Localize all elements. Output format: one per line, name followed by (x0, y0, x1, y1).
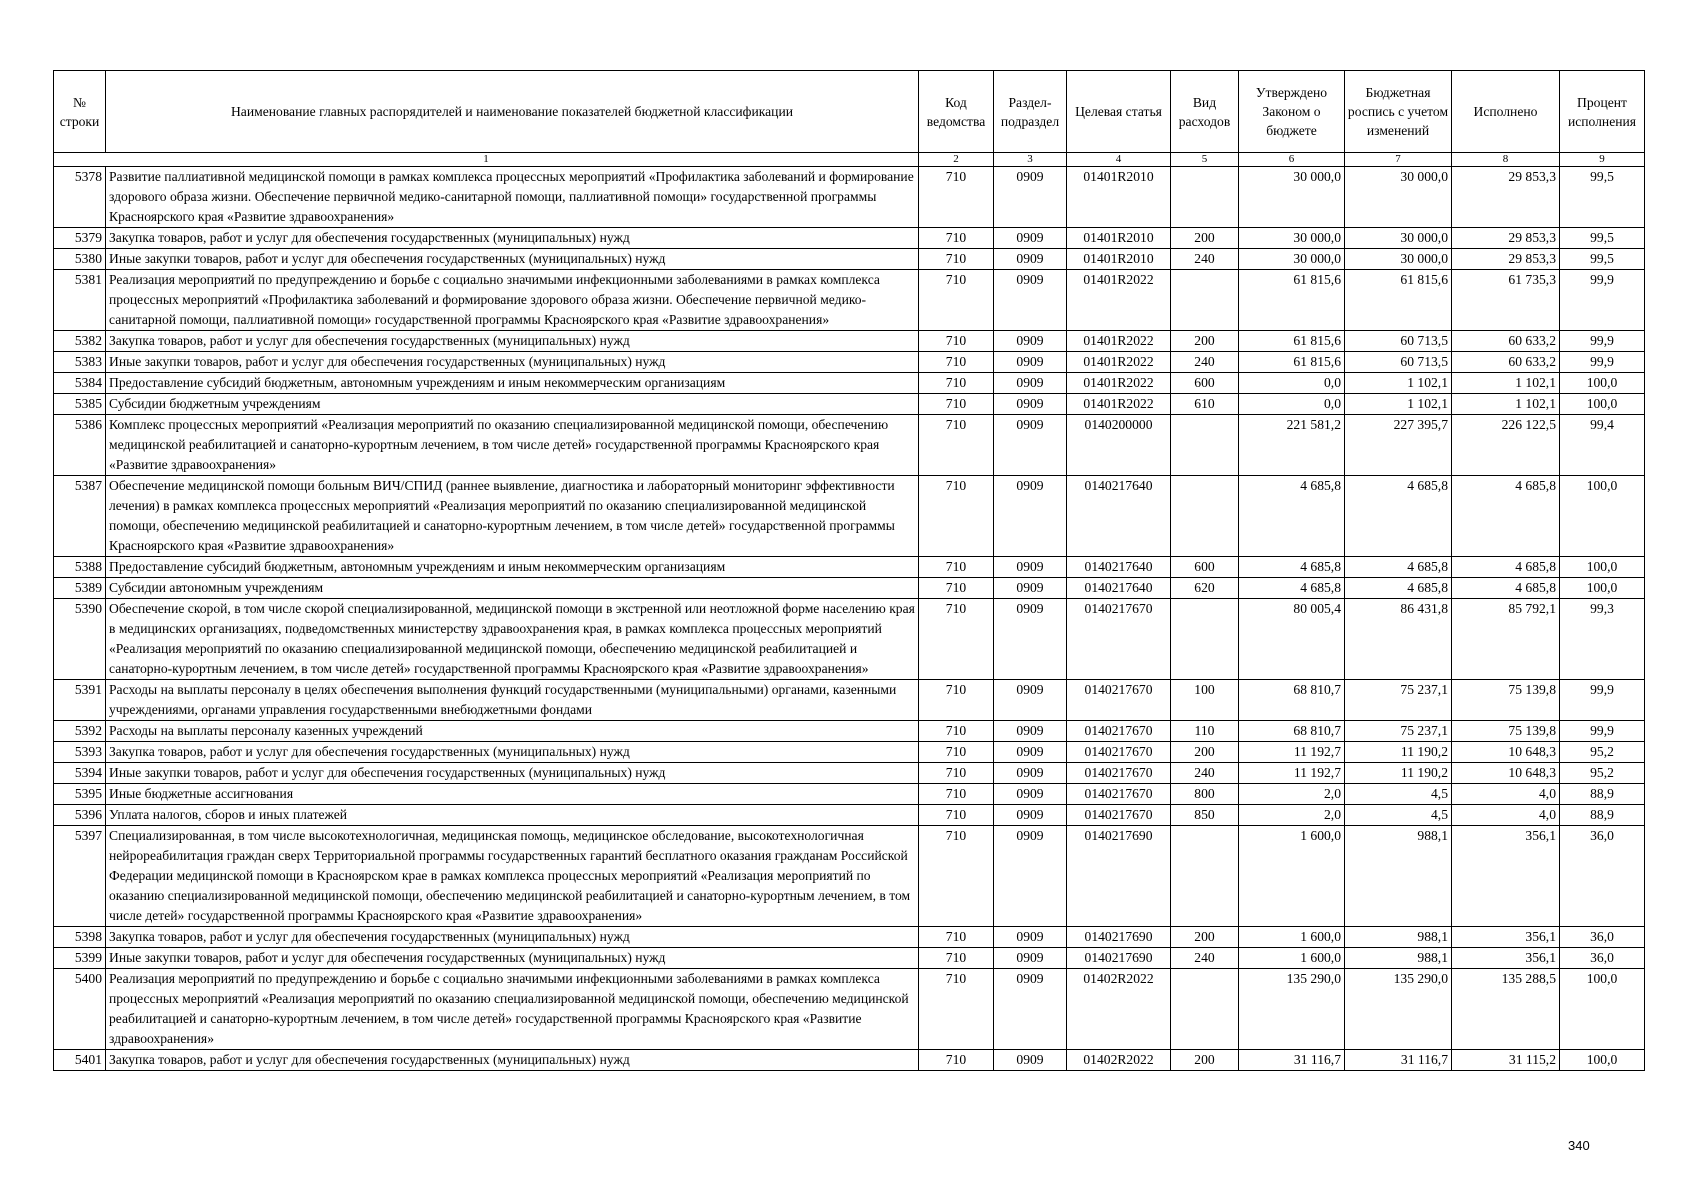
table-row (54, 927, 1645, 948)
row-section: 0909 (994, 476, 1067, 557)
row-target-article: 0140217670 (1067, 742, 1171, 763)
row-percent: 99,4 (1560, 415, 1645, 476)
row-approved: 4 685,8 (1239, 476, 1345, 557)
row-expense-type (1171, 167, 1239, 228)
row-expense-type (1171, 969, 1239, 1050)
row-department-code: 710 (919, 476, 994, 557)
row-executed: 60 633,2 (1452, 331, 1560, 352)
row-expense-type (1171, 415, 1239, 476)
table-row (54, 721, 1645, 742)
row-expense-type: 200 (1171, 742, 1239, 763)
row-budget-schedule: 988,1 (1345, 948, 1452, 969)
row-target-article: 0140217670 (1067, 721, 1171, 742)
table-row (54, 742, 1645, 763)
row-budget-schedule: 11 190,2 (1345, 742, 1452, 763)
row-executed: 356,1 (1452, 927, 1560, 948)
row-budget-schedule: 4 685,8 (1345, 476, 1452, 557)
row-executed: 356,1 (1452, 826, 1560, 927)
table-row (54, 805, 1645, 826)
row-budget-schedule: 1 102,1 (1345, 394, 1452, 415)
row-target-article: 0140217640 (1067, 557, 1171, 578)
row-executed: 1 102,1 (1452, 373, 1560, 394)
row-expense-type: 200 (1171, 927, 1239, 948)
row-expense-type (1171, 826, 1239, 927)
row-target-article: 01402R2022 (1067, 1050, 1171, 1071)
row-number: 5387 (54, 476, 106, 557)
row-approved: 61 815,6 (1239, 352, 1345, 373)
row-section: 0909 (994, 1050, 1067, 1071)
row-budget-schedule: 60 713,5 (1345, 331, 1452, 352)
header-executed: Исполнено (1452, 71, 1560, 153)
row-expense-type: 620 (1171, 578, 1239, 599)
row-target-article: 0140217640 (1067, 476, 1171, 557)
row-name: Расходы на выплаты персоналу в целях обеспечения выполнения функций государственными (муниципальными) органами, казенными учреждениями, органами управления государственными внебюджетными фондами (106, 680, 919, 721)
row-section: 0909 (994, 228, 1067, 249)
row-percent: 100,0 (1560, 557, 1645, 578)
row-section: 0909 (994, 394, 1067, 415)
row-budget-schedule: 988,1 (1345, 927, 1452, 948)
row-budget-schedule: 30 000,0 (1345, 167, 1452, 228)
table-row (54, 948, 1645, 969)
row-name: Обеспечение скорой, в том числе скорой специализированной, медицинской помощи в экстренной или неотложной форме населению края в медицинских организациях, подведомственных министерству здравоохранения края, в рамках комплекса процессных мероприятий «Реализация мероприятий по оказанию специализированной медицинской помощи, обеспечению медицинской реабилитацией и санаторно-курортным лечением, в том числе детей» государственной программы Красноярского края «Развитие здравоохранения» (106, 599, 919, 680)
row-number: 5383 (54, 352, 106, 373)
row-executed: 75 139,8 (1452, 680, 1560, 721)
row-section: 0909 (994, 415, 1067, 476)
row-section: 0909 (994, 784, 1067, 805)
row-budget-schedule: 75 237,1 (1345, 680, 1452, 721)
row-section: 0909 (994, 805, 1067, 826)
row-target-article: 01401R2010 (1067, 249, 1171, 270)
row-target-article: 01402R2022 (1067, 969, 1171, 1050)
row-percent: 99,5 (1560, 228, 1645, 249)
table-row (54, 476, 1645, 557)
row-budget-schedule: 30 000,0 (1345, 249, 1452, 270)
row-target-article: 01401R2022 (1067, 331, 1171, 352)
row-target-article: 0140217640 (1067, 578, 1171, 599)
row-approved: 30 000,0 (1239, 167, 1345, 228)
row-approved: 11 192,7 (1239, 763, 1345, 784)
column-number: 5 (1171, 153, 1239, 167)
row-approved: 2,0 (1239, 784, 1345, 805)
table-row (54, 352, 1645, 373)
row-percent: 99,9 (1560, 352, 1645, 373)
row-approved: 135 290,0 (1239, 969, 1345, 1050)
row-department-code: 710 (919, 784, 994, 805)
row-department-code: 710 (919, 680, 994, 721)
row-percent: 100,0 (1560, 394, 1645, 415)
row-department-code: 710 (919, 167, 994, 228)
row-number: 5401 (54, 1050, 106, 1071)
row-approved: 0,0 (1239, 373, 1345, 394)
row-percent: 36,0 (1560, 927, 1645, 948)
row-expense-type: 600 (1171, 557, 1239, 578)
row-target-article: 0140200000 (1067, 415, 1171, 476)
row-name: Реализация мероприятий по предупреждению и борьбе с социально значимыми инфекционными заболеваниями в рамках комплекса процессных мероприятий «Реализация мероприятий по оказанию специализированной медицинской помощи, обеспечению медицинской реабилитацией и санаторно-курортным лечением, в том числе детей» государственной программы Красноярского края «Развитие здравоохранения» (106, 969, 919, 1050)
table-row (54, 826, 1645, 927)
row-executed: 10 648,3 (1452, 763, 1560, 784)
row-department-code: 710 (919, 599, 994, 680)
row-name: Предоставление субсидий бюджетным, автономным учреждениям и иным некоммерческим организациям (106, 557, 919, 578)
row-approved: 221 581,2 (1239, 415, 1345, 476)
row-target-article: 0140217670 (1067, 805, 1171, 826)
row-target-article: 01401R2022 (1067, 394, 1171, 415)
row-department-code: 710 (919, 742, 994, 763)
row-approved: 68 810,7 (1239, 680, 1345, 721)
row-approved: 1 600,0 (1239, 927, 1345, 948)
row-department-code: 710 (919, 578, 994, 599)
column-number: 7 (1345, 153, 1452, 167)
row-name: Закупка товаров, работ и услуг для обеспечения государственных (муниципальных) нужд (106, 228, 919, 249)
row-department-code: 710 (919, 1050, 994, 1071)
row-executed: 29 853,3 (1452, 228, 1560, 249)
header-target-article: Целевая статья (1067, 71, 1171, 153)
row-name: Субсидии автономным учреждениям (106, 578, 919, 599)
row-name: Иные закупки товаров, работ и услуг для обеспечения государственных (муниципальных) нужд (106, 249, 919, 270)
row-budget-schedule: 75 237,1 (1345, 721, 1452, 742)
row-number: 5390 (54, 599, 106, 680)
row-executed: 31 115,2 (1452, 1050, 1560, 1071)
row-expense-type: 240 (1171, 249, 1239, 270)
row-budget-schedule: 988,1 (1345, 826, 1452, 927)
row-department-code: 710 (919, 228, 994, 249)
row-section: 0909 (994, 331, 1067, 352)
row-department-code: 710 (919, 270, 994, 331)
row-number: 5379 (54, 228, 106, 249)
row-name: Иные бюджетные ассигнования (106, 784, 919, 805)
row-section: 0909 (994, 557, 1067, 578)
table-row (54, 228, 1645, 249)
row-approved: 30 000,0 (1239, 228, 1345, 249)
row-number: 5396 (54, 805, 106, 826)
row-percent: 36,0 (1560, 948, 1645, 969)
row-name: Комплекс процессных мероприятий «Реализация мероприятий по оказанию специализированной медицинской помощи, обеспечению медицинской реабилитацией и санаторно-курортным лечением, в том числе детей» государственной программы Красноярского края «Развитие здравоохранения» (106, 415, 919, 476)
row-expense-type: 610 (1171, 394, 1239, 415)
row-approved: 11 192,7 (1239, 742, 1345, 763)
row-number: 5391 (54, 680, 106, 721)
row-section: 0909 (994, 680, 1067, 721)
row-number: 5399 (54, 948, 106, 969)
row-expense-type: 600 (1171, 373, 1239, 394)
row-executed: 135 288,5 (1452, 969, 1560, 1050)
row-approved: 80 005,4 (1239, 599, 1345, 680)
row-department-code: 710 (919, 557, 994, 578)
table-row (54, 167, 1645, 228)
table-row (54, 1050, 1645, 1071)
row-expense-type: 100 (1171, 680, 1239, 721)
row-budget-schedule: 4 685,8 (1345, 578, 1452, 599)
row-expense-type: 240 (1171, 763, 1239, 784)
row-approved: 31 116,7 (1239, 1050, 1345, 1071)
header-approved: Утверждено Законом о бюджете (1239, 71, 1345, 153)
row-percent: 88,9 (1560, 805, 1645, 826)
row-target-article: 01401R2022 (1067, 352, 1171, 373)
row-department-code: 710 (919, 826, 994, 927)
row-number: 5393 (54, 742, 106, 763)
row-executed: 226 122,5 (1452, 415, 1560, 476)
row-budget-schedule: 4 685,8 (1345, 557, 1452, 578)
row-approved: 68 810,7 (1239, 721, 1345, 742)
column-number: 9 (1560, 153, 1645, 167)
column-number: 1 (54, 153, 919, 167)
row-department-code: 710 (919, 721, 994, 742)
row-executed: 356,1 (1452, 948, 1560, 969)
row-number: 5388 (54, 557, 106, 578)
row-expense-type: 240 (1171, 352, 1239, 373)
row-number: 5394 (54, 763, 106, 784)
row-budget-schedule: 86 431,8 (1345, 599, 1452, 680)
row-budget-schedule: 61 815,6 (1345, 270, 1452, 331)
row-expense-type: 800 (1171, 784, 1239, 805)
table-row (54, 599, 1645, 680)
row-budget-schedule: 4,5 (1345, 784, 1452, 805)
row-approved: 4 685,8 (1239, 578, 1345, 599)
row-number: 5400 (54, 969, 106, 1050)
row-executed: 75 139,8 (1452, 721, 1560, 742)
table-row (54, 270, 1645, 331)
row-section: 0909 (994, 927, 1067, 948)
table-row (54, 969, 1645, 1050)
header-name: Наименование главных распорядителей и наименование показателей бюджетной классификации (106, 71, 919, 153)
row-section: 0909 (994, 373, 1067, 394)
row-number: 5398 (54, 927, 106, 948)
row-section: 0909 (994, 599, 1067, 680)
row-budget-schedule: 31 116,7 (1345, 1050, 1452, 1071)
row-name: Иные закупки товаров, работ и услуг для обеспечения государственных (муниципальных) нужд (106, 352, 919, 373)
row-section: 0909 (994, 948, 1067, 969)
row-target-article: 0140217670 (1067, 599, 1171, 680)
row-number: 5386 (54, 415, 106, 476)
row-approved: 61 815,6 (1239, 331, 1345, 352)
row-approved: 61 815,6 (1239, 270, 1345, 331)
row-percent: 100,0 (1560, 1050, 1645, 1071)
row-section: 0909 (994, 969, 1067, 1050)
row-approved: 2,0 (1239, 805, 1345, 826)
header-row (54, 71, 1645, 153)
row-budget-schedule: 60 713,5 (1345, 352, 1452, 373)
row-percent: 99,9 (1560, 721, 1645, 742)
row-department-code: 710 (919, 927, 994, 948)
row-percent: 99,5 (1560, 167, 1645, 228)
row-approved: 1 600,0 (1239, 948, 1345, 969)
row-name: Закупка товаров, работ и услуг для обеспечения государственных (муниципальных) нужд (106, 331, 919, 352)
row-number: 5397 (54, 826, 106, 927)
row-name: Закупка товаров, работ и услуг для обеспечения государственных (муниципальных) нужд (106, 1050, 919, 1071)
page-number: 340 (1568, 1138, 1590, 1153)
row-executed: 10 648,3 (1452, 742, 1560, 763)
row-name: Реализация мероприятий по предупреждению и борьбе с социально значимыми инфекционными заболеваниями в рамках комплекса процессных мероприятий «Профилактика заболеваний и формирование здорового образа жизни. Обеспечение первичной медико-санитарной помощи, паллиативной помощи» государственной программы Красноярского края «Развитие здравоохранения» (106, 270, 919, 331)
row-executed: 1 102,1 (1452, 394, 1560, 415)
table-row (54, 331, 1645, 352)
row-expense-type: 200 (1171, 331, 1239, 352)
row-number: 5378 (54, 167, 106, 228)
row-budget-schedule: 30 000,0 (1345, 228, 1452, 249)
row-expense-type: 850 (1171, 805, 1239, 826)
row-number: 5380 (54, 249, 106, 270)
row-target-article: 0140217670 (1067, 680, 1171, 721)
row-name: Иные закупки товаров, работ и услуг для обеспечения государственных (муниципальных) нужд (106, 948, 919, 969)
row-approved: 1 600,0 (1239, 826, 1345, 927)
column-number-row (54, 153, 1645, 167)
row-expense-type: 240 (1171, 948, 1239, 969)
row-department-code: 710 (919, 352, 994, 373)
row-executed: 4 685,8 (1452, 578, 1560, 599)
column-number: 8 (1452, 153, 1560, 167)
row-percent: 99,5 (1560, 249, 1645, 270)
row-percent: 100,0 (1560, 476, 1645, 557)
row-name: Специализированная, в том числе высокотехнологичная, медицинская помощь, медицинское обследование, высокотехнологичная нейрореабилитация граждан сверх Территориальной программы государственных гарантий бесплатного оказания гражданам Российской Федерации медицинской помощи в Красноярском крае в рамках комплекса процессных мероприятий «Реализация мероприятий по оказанию специализированной медицинской помощи, обеспечению медицинской реабилитацией и санаторно-курортным лечением, в том числе детей» государственной программы Красноярского края «Развитие здравоохранения» (106, 826, 919, 927)
row-target-article: 01401R2022 (1067, 270, 1171, 331)
row-percent: 99,9 (1560, 680, 1645, 721)
row-executed: 29 853,3 (1452, 249, 1560, 270)
row-section: 0909 (994, 249, 1067, 270)
row-percent: 88,9 (1560, 784, 1645, 805)
row-name: Предоставление субсидий бюджетным, автономным учреждениям и иным некоммерческим организациям (106, 373, 919, 394)
header-expense-type: Вид расходов (1171, 71, 1239, 153)
header-budget-schedule: Бюджетная роспись с учетом изменений (1345, 71, 1452, 153)
row-approved: 0,0 (1239, 394, 1345, 415)
row-section: 0909 (994, 721, 1067, 742)
row-target-article: 0140217690 (1067, 826, 1171, 927)
row-name: Обеспечение медицинской помощи больным ВИЧ/СПИД (раннее выявление, диагностика и лабораторный мониторинг эффективности лечения) в рамках комплекса процессных мероприятий «Реализация мероприятий по оказанию специализированной медицинской помощи, обеспечению медицинской реабилитацией и санаторно-курортным лечением, в том числе детей» государственной программы Красноярского края «Развитие здравоохранения» (106, 476, 919, 557)
row-target-article: 0140217670 (1067, 784, 1171, 805)
row-budget-schedule: 11 190,2 (1345, 763, 1452, 784)
table-row (54, 373, 1645, 394)
table-row (54, 249, 1645, 270)
row-target-article: 01401R2022 (1067, 373, 1171, 394)
row-executed: 4 685,8 (1452, 557, 1560, 578)
row-section: 0909 (994, 742, 1067, 763)
row-expense-type: 200 (1171, 228, 1239, 249)
header-section: Раздел-подраздел (994, 71, 1067, 153)
row-name: Субсидии бюджетным учреждениям (106, 394, 919, 415)
row-expense-type (1171, 270, 1239, 331)
table-row (54, 578, 1645, 599)
row-department-code: 710 (919, 805, 994, 826)
row-number: 5392 (54, 721, 106, 742)
row-executed: 4,0 (1452, 784, 1560, 805)
row-department-code: 710 (919, 331, 994, 352)
row-number: 5382 (54, 331, 106, 352)
row-department-code: 710 (919, 249, 994, 270)
row-number: 5389 (54, 578, 106, 599)
row-budget-schedule: 135 290,0 (1345, 969, 1452, 1050)
table-row (54, 763, 1645, 784)
column-number: 2 (919, 153, 994, 167)
row-executed: 60 633,2 (1452, 352, 1560, 373)
row-number: 5381 (54, 270, 106, 331)
row-budget-schedule: 227 395,7 (1345, 415, 1452, 476)
header-row-number: № строки (54, 71, 106, 153)
row-department-code: 710 (919, 763, 994, 784)
table-body (54, 167, 1645, 1071)
row-department-code: 710 (919, 373, 994, 394)
row-expense-type (1171, 476, 1239, 557)
row-percent: 95,2 (1560, 742, 1645, 763)
row-percent: 100,0 (1560, 578, 1645, 599)
row-section: 0909 (994, 826, 1067, 927)
row-expense-type (1171, 599, 1239, 680)
row-name: Расходы на выплаты персоналу казенных учреждений (106, 721, 919, 742)
budget-table (53, 70, 1645, 1071)
row-target-article: 0140217690 (1067, 948, 1171, 969)
row-budget-schedule: 4,5 (1345, 805, 1452, 826)
row-budget-schedule: 1 102,1 (1345, 373, 1452, 394)
row-target-article: 01401R2010 (1067, 167, 1171, 228)
header-department-code: Код ведомства (919, 71, 994, 153)
row-number: 5384 (54, 373, 106, 394)
row-number: 5385 (54, 394, 106, 415)
row-section: 0909 (994, 352, 1067, 373)
row-department-code: 710 (919, 969, 994, 1050)
table-row (54, 557, 1645, 578)
row-executed: 85 792,1 (1452, 599, 1560, 680)
row-department-code: 710 (919, 948, 994, 969)
table-row (54, 680, 1645, 721)
table-row (54, 415, 1645, 476)
row-percent: 99,3 (1560, 599, 1645, 680)
column-number: 6 (1239, 153, 1345, 167)
row-executed: 4,0 (1452, 805, 1560, 826)
row-approved: 4 685,8 (1239, 557, 1345, 578)
row-approved: 30 000,0 (1239, 249, 1345, 270)
row-name: Закупка товаров, работ и услуг для обеспечения государственных (муниципальных) нужд (106, 742, 919, 763)
row-executed: 4 685,8 (1452, 476, 1560, 557)
table-row (54, 394, 1645, 415)
row-expense-type: 200 (1171, 1050, 1239, 1071)
row-name: Уплата налогов, сборов и иных платежей (106, 805, 919, 826)
row-executed: 29 853,3 (1452, 167, 1560, 228)
row-department-code: 710 (919, 394, 994, 415)
row-executed: 61 735,3 (1452, 270, 1560, 331)
row-percent: 95,2 (1560, 763, 1645, 784)
row-number: 5395 (54, 784, 106, 805)
row-percent: 99,9 (1560, 270, 1645, 331)
row-name: Иные закупки товаров, работ и услуг для обеспечения государственных (муниципальных) нужд (106, 763, 919, 784)
row-section: 0909 (994, 578, 1067, 599)
row-section: 0909 (994, 270, 1067, 331)
row-target-article: 0140217690 (1067, 927, 1171, 948)
row-target-article: 01401R2010 (1067, 228, 1171, 249)
row-percent: 100,0 (1560, 373, 1645, 394)
row-section: 0909 (994, 167, 1067, 228)
row-percent: 99,9 (1560, 331, 1645, 352)
row-target-article: 0140217670 (1067, 763, 1171, 784)
column-number: 4 (1067, 153, 1171, 167)
row-department-code: 710 (919, 415, 994, 476)
row-percent: 36,0 (1560, 826, 1645, 927)
row-section: 0909 (994, 763, 1067, 784)
row-name: Развитие паллиативной медицинской помощи в рамках комплекса процессных мероприятий «Профилактика заболеваний и формирование здорового образа жизни. Обеспечение первичной медико-санитарной помощи, паллиативной помощи» государственной программы Красноярского края «Развитие здравоохранения» (106, 167, 919, 228)
row-name: Закупка товаров, работ и услуг для обеспечения государственных (муниципальных) нужд (106, 927, 919, 948)
table-row (54, 784, 1645, 805)
header-percent: Процент исполнения (1560, 71, 1645, 153)
row-percent: 100,0 (1560, 969, 1645, 1050)
column-number: 3 (994, 153, 1067, 167)
row-expense-type: 110 (1171, 721, 1239, 742)
